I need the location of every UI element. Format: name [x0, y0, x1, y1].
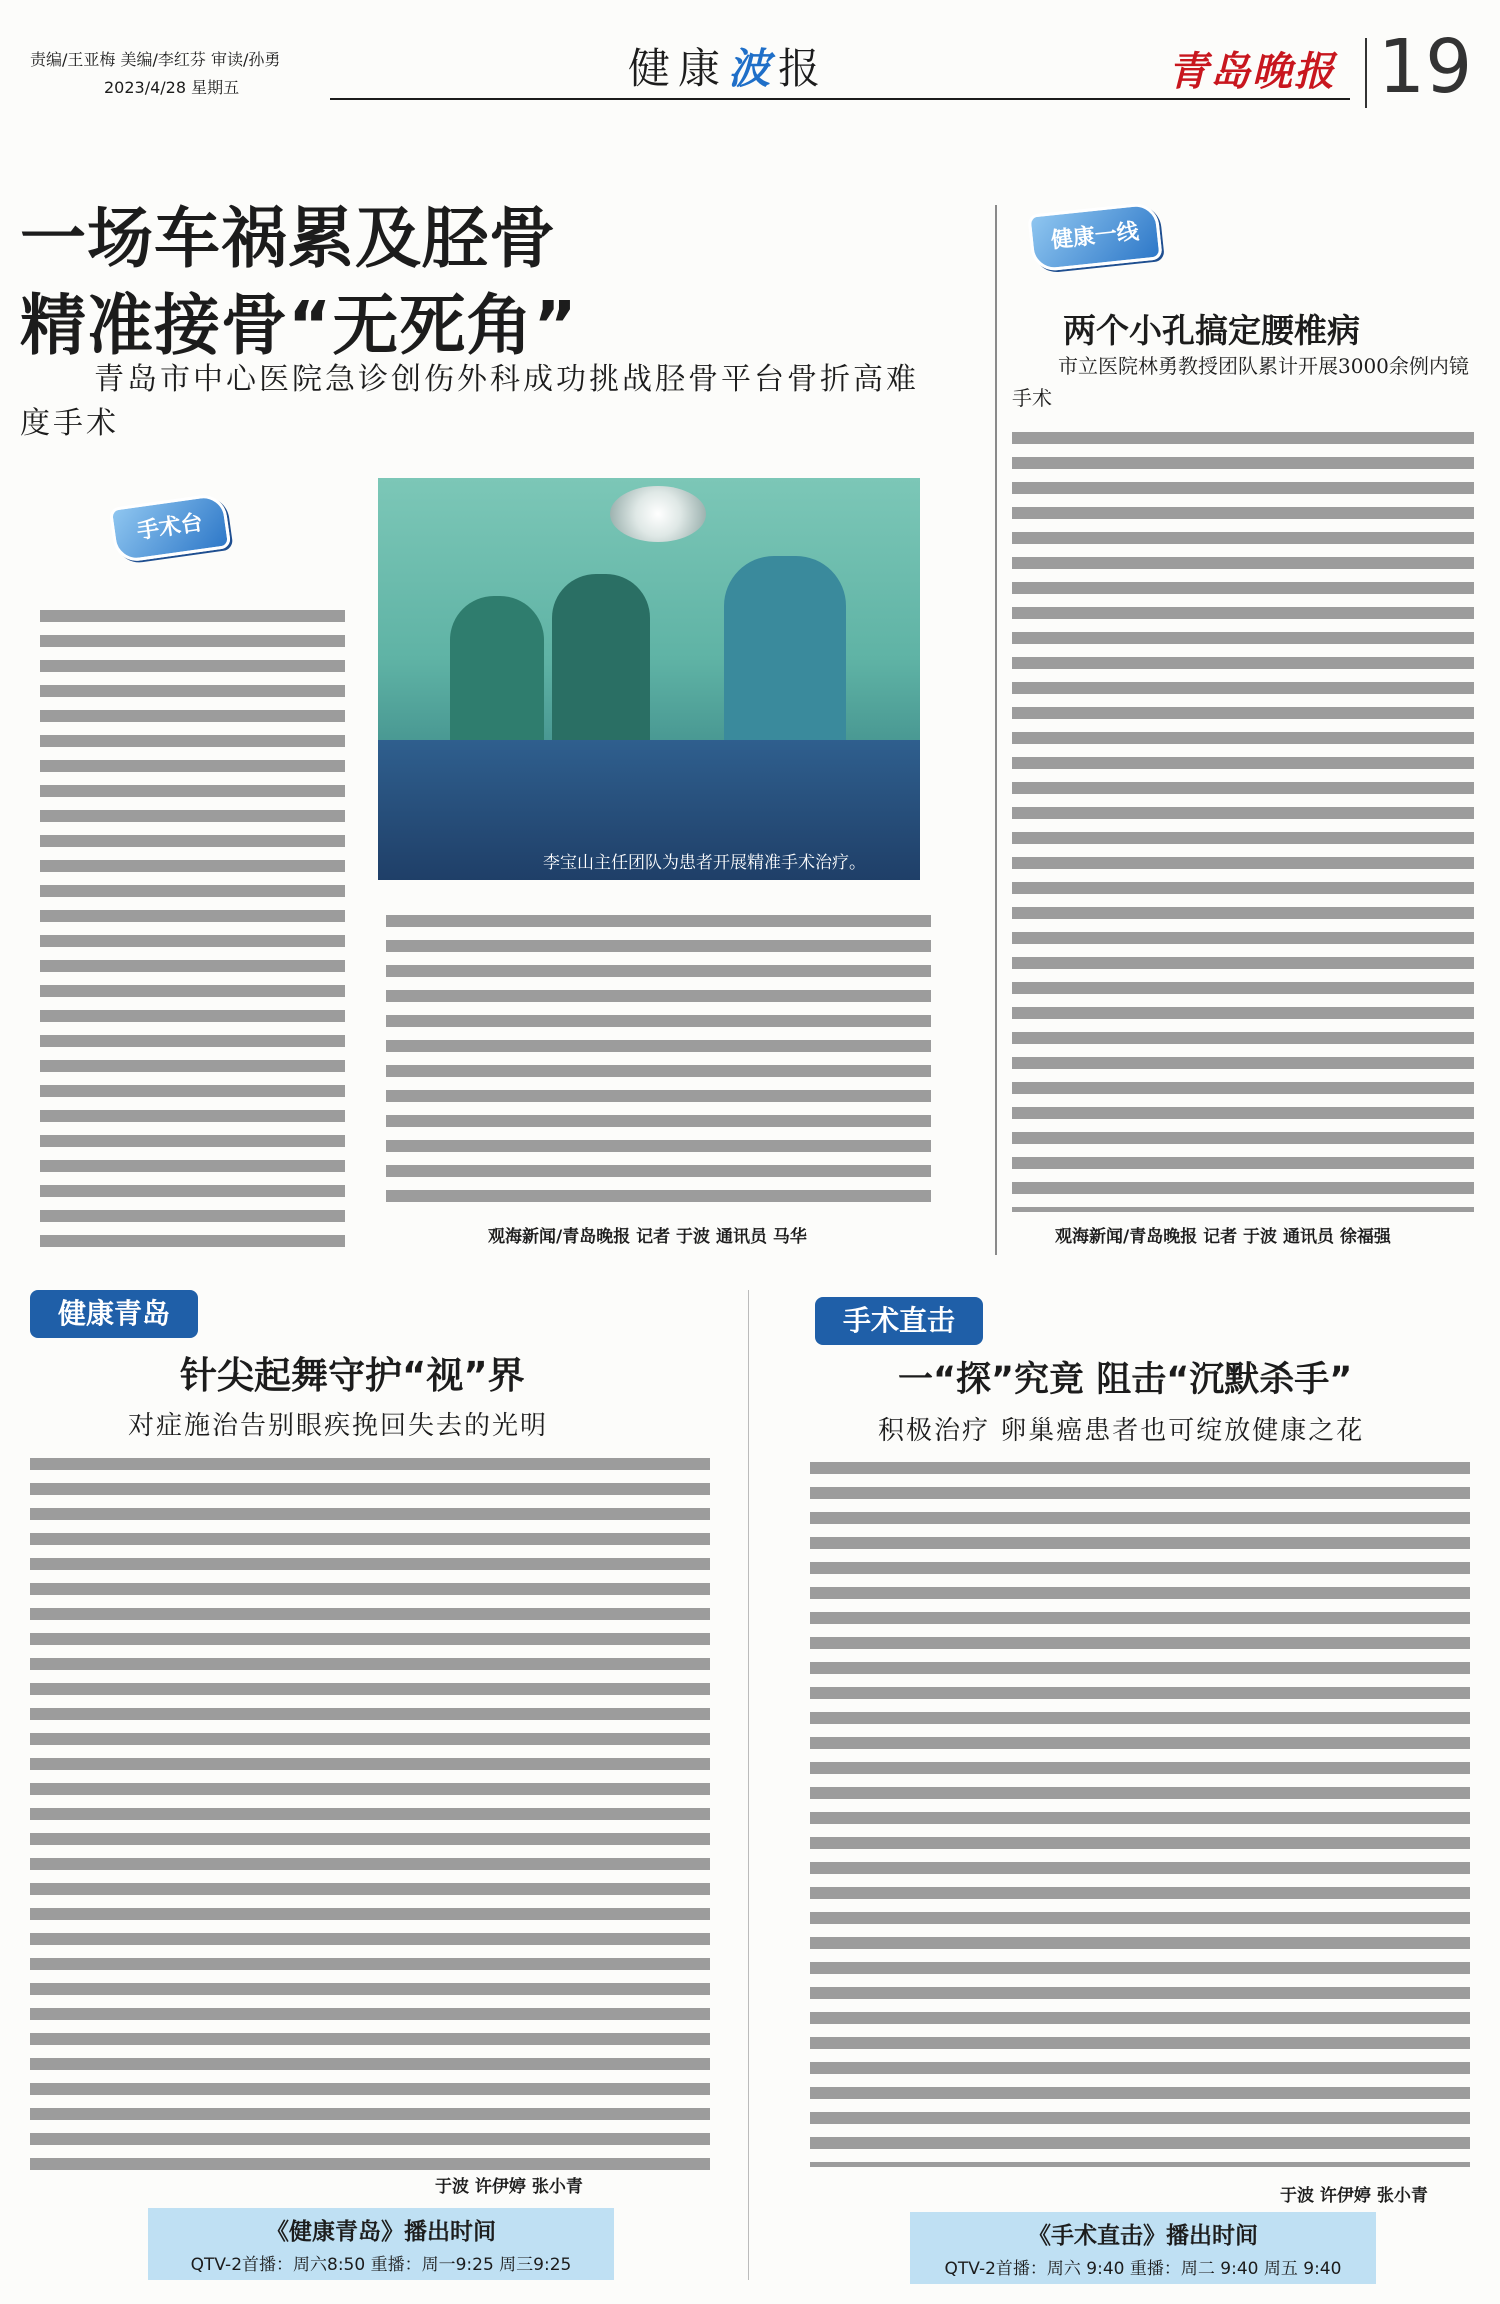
- column-divider: [748, 1290, 749, 2280]
- surgery-direct-broadcast-box: [910, 2212, 1376, 2284]
- lead-headline-line1: 一场车祸累及胫骨: [20, 200, 556, 277]
- tag-health-frontline: 健康一线: [1027, 201, 1162, 272]
- health-qingdao-broadcast-time: QTV-2首播：周六8:50 重播：周一9:25 周三9:25: [190, 2255, 572, 2275]
- health-qingdao-body: [30, 1458, 710, 2170]
- frontline-byline: 观海新闻/青岛晚报 记者 于波 通讯员 徐福强: [1055, 1227, 1391, 1247]
- frontline-border: [995, 205, 997, 1255]
- logo-divider: [1365, 38, 1367, 108]
- paper-logo: 青岛晚报: [1168, 48, 1336, 95]
- tag-surgery-room: 手术台: [109, 492, 232, 564]
- health-qingdao-broadcast-box: [148, 2208, 614, 2280]
- page-number: 19: [1378, 24, 1473, 110]
- surgery-direct-broadcast-time: QTV-2首播：周六 9:40 重播：周二 9:40 周五 9:40: [944, 2259, 1342, 2279]
- health-qingdao-subtitle: 对症施治告别眼疾挽回失去的光明: [128, 1411, 549, 1441]
- section-masthead-part3: 报: [778, 44, 829, 93]
- health-qingdao-broadcast-title: 《健康青岛》播出时间: [266, 2219, 496, 2245]
- section-masthead-part1: 健康: [628, 44, 729, 93]
- surgery-direct-broadcast-title: 《手术直击》播出时间: [1028, 2223, 1258, 2249]
- issue-date: 2023/4/28 星期五: [104, 78, 240, 97]
- frontline-title: 两个小孔搞定腰椎病: [1063, 311, 1360, 350]
- lead-body-column-2: [386, 915, 931, 1215]
- surgery-direct-byline: 于波 许伊婷 张小青: [1280, 2186, 1428, 2206]
- section-masthead: [628, 36, 828, 96]
- lead-subtitle: 青岛市中心医院急诊创伤外科成功挑战胫骨平台骨折高难度手术: [20, 362, 919, 441]
- photo-caption: 李宝山主任团队为患者开展精准手术治疗。: [543, 853, 866, 873]
- surgical-lamp: [610, 486, 706, 542]
- lead-byline: 观海新闻/青岛晚报 记者 于波 通讯员 马华: [488, 1227, 807, 1247]
- surgery-direct-body: [810, 1462, 1470, 2167]
- frontline-subtitle: 市立医院林勇教授团队累计开展3000余例内镜手术: [1012, 354, 1469, 410]
- health-qingdao-byline: 于波 许伊婷 张小青: [435, 2177, 583, 2197]
- frontline-body: [1012, 432, 1474, 1212]
- lead-headline-line2: 精准接骨“无死角”: [20, 287, 578, 364]
- lead-body-column-1: [40, 610, 345, 1250]
- section-masthead-wave: 波: [728, 44, 779, 93]
- tag-health-qingdao: 健康青岛: [30, 1290, 198, 1338]
- surgery-direct-subtitle: 积极治疗 卵巢癌患者也可绽放健康之花: [878, 1416, 1365, 1446]
- tag-surgery-direct: 手术直击: [815, 1297, 983, 1345]
- surgery-direct-title: 一“探”究竟 阻击“沉默杀手”: [898, 1360, 1353, 1400]
- surgery-photo: [378, 478, 920, 880]
- health-qingdao-title: 针尖起舞守护“视”界: [180, 1354, 525, 1397]
- editors-line: 责编/王亚梅 美编/李红芬 审读/孙勇: [30, 50, 281, 69]
- header-rule: [330, 98, 1350, 100]
